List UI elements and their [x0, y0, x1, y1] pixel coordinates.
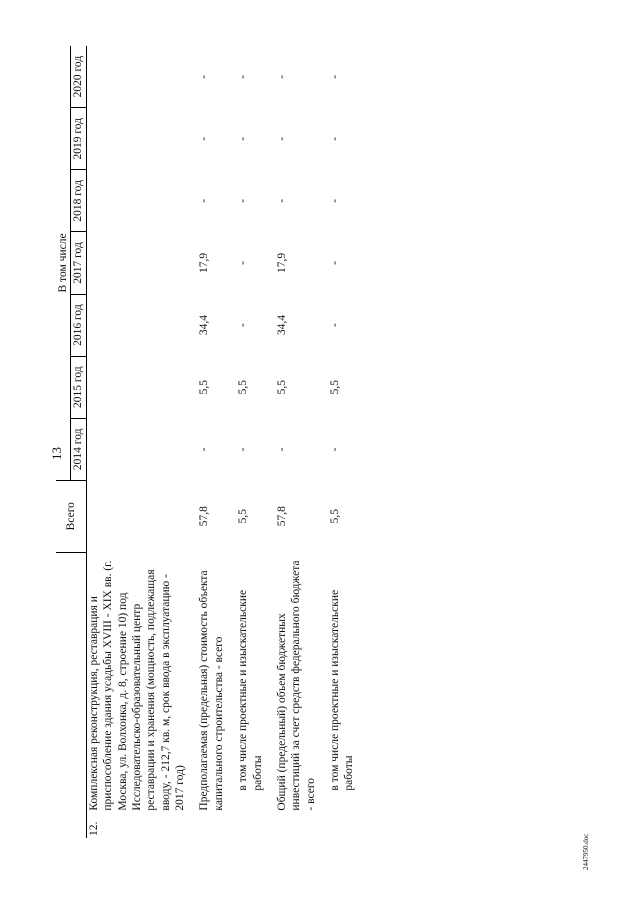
row-year-value: - — [329, 261, 341, 265]
row-year-value: - — [237, 323, 250, 328]
header-year: 2015 год — [71, 356, 86, 418]
table-body — [86, 46, 357, 838]
row-total: 5,5 — [237, 509, 250, 524]
row-year-value: 5,5 — [198, 380, 211, 395]
row-year-value: - — [275, 447, 288, 452]
row-year-value: - — [237, 261, 250, 265]
row-year-value: - — [237, 198, 250, 203]
row-year-value: - — [329, 447, 341, 452]
row-year-value: - — [329, 323, 341, 328]
row-total: 57,8 — [198, 506, 211, 527]
row-year-value: - — [275, 198, 288, 203]
header-year: 2014 год — [71, 418, 86, 480]
row-year-value: 5,5 — [329, 380, 341, 395]
header-year: 2017 год — [71, 232, 86, 294]
header-total: Всего — [56, 480, 86, 552]
row-year-value: - — [237, 447, 250, 452]
header-year: 2019 год — [71, 108, 86, 170]
header-in-that-number: В том числе — [56, 46, 71, 480]
row-year-value: - — [275, 136, 288, 141]
table-row — [197, 46, 226, 838]
row-total: 57,8 — [275, 506, 288, 527]
header-year: 2016 год — [71, 294, 86, 356]
table-header-row — [56, 46, 71, 838]
row-year-value: 34,4 — [275, 315, 288, 336]
item-title: Комплексная реконструкция, реставрация и приспособление здания усадьбы XVIII - XIX вв. (г. Москва, ул. Волхонка, д. 8, строение 10) под Исследовательско-образовательный центр реставрации и хранения (мощность, подлежащая вводу, - 212,7 кв. м, срок ввода в эксплуатацию - 2017 год) — [87, 560, 186, 811]
header-year: 2020 год — [71, 46, 86, 108]
table-row — [275, 46, 318, 838]
row-year-value: 5,5 — [237, 380, 250, 395]
row-year-value: 5,5 — [275, 380, 288, 395]
budget-table — [56, 46, 612, 838]
row-year-value: - — [198, 136, 211, 141]
row-year-value: - — [329, 198, 341, 203]
row-year-value: - — [275, 74, 288, 79]
row-year-value: 17,9 — [198, 252, 211, 274]
row-year-value: - — [329, 136, 341, 141]
table-row — [236, 46, 265, 838]
row-label: в том числе проектные и изыскательские работы — [329, 589, 356, 791]
row-label: в том числе проектные и изыскательские работы — [237, 589, 264, 791]
row-year-value: - — [237, 74, 250, 79]
page-number: 13 — [49, 447, 64, 460]
row-label: Общий (предельный) объем бюджетных инвестиций за счет средств федерального бюджета - всего — [275, 560, 317, 811]
document-id: 2447950.doc — [582, 833, 590, 870]
row-year-value: 34,4 — [198, 315, 211, 336]
row-total: 5,5 — [329, 509, 341, 524]
header-year: 2018 год — [71, 170, 86, 232]
row-year-value: - — [237, 136, 250, 141]
row-year-value: 17,9 — [275, 252, 288, 274]
item-number: 12. — [87, 821, 100, 836]
row-label: Предполагаемая (предельная) стоимость объекта капитального строительства - всего — [198, 570, 225, 811]
row-year-value: - — [198, 74, 211, 79]
item-title-row — [86, 46, 187, 838]
row-year-value: - — [198, 198, 211, 203]
table-row — [328, 46, 357, 838]
row-year-value: - — [329, 74, 341, 79]
row-year-value: - — [198, 447, 211, 452]
